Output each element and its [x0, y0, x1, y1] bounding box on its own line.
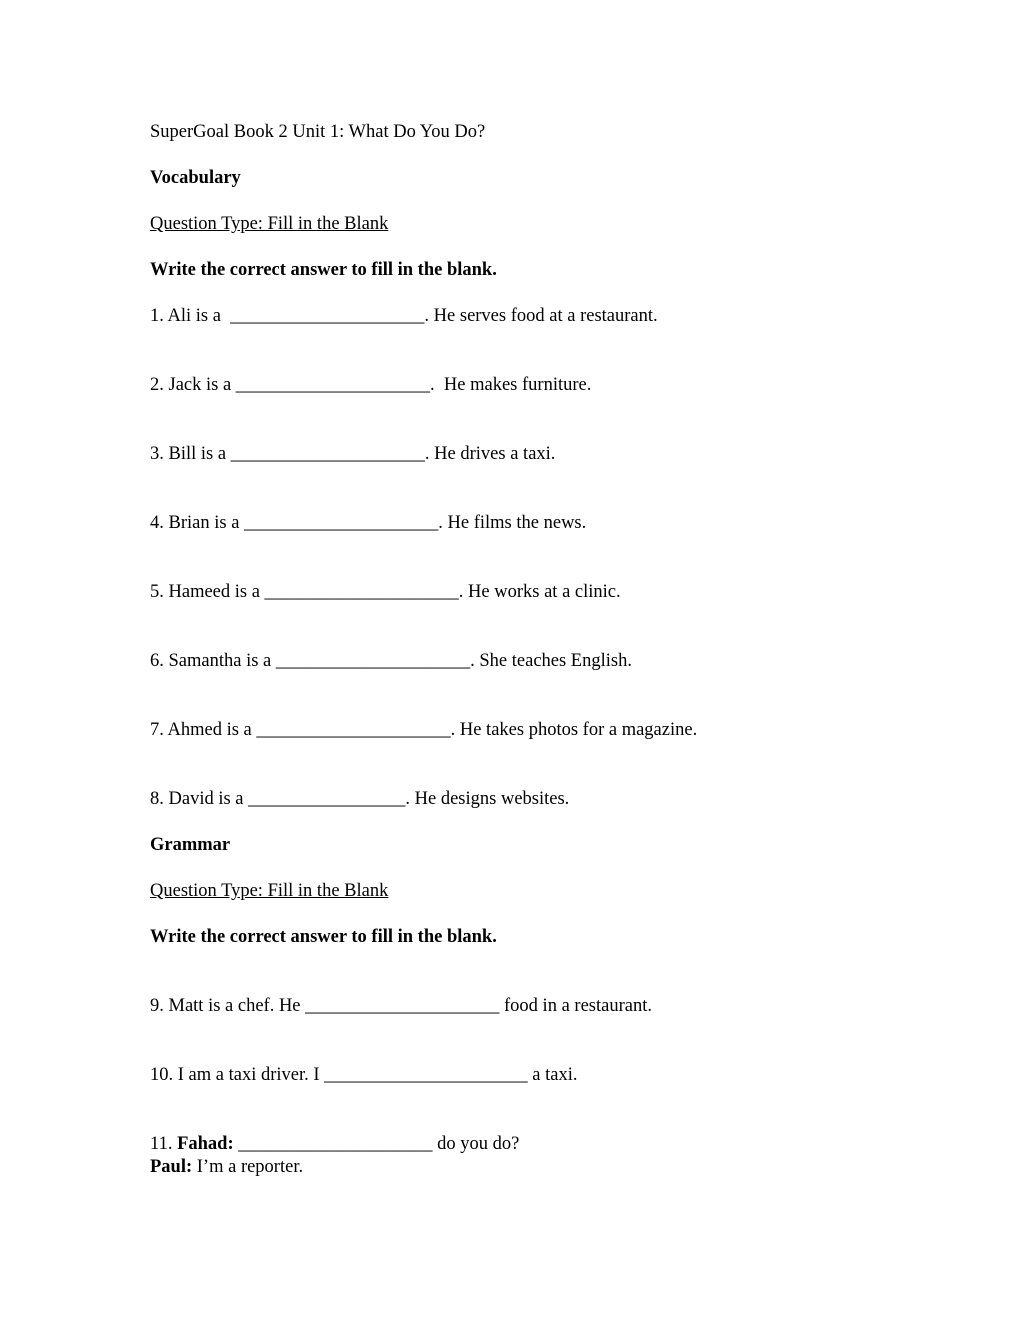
dialogue-line-1	[150, 1133, 519, 1155]
worksheet-title: SuperGoal Book 2 Unit 1: What Do You Do?	[150, 122, 486, 142]
question-item: 2. Jack is a _____________________. He makes furniture.	[150, 375, 592, 395]
dialogue-text: I’m a reporter.	[192, 1157, 304, 1177]
vocabulary-heading: Vocabulary	[150, 168, 241, 188]
vocabulary-instruction: Write the correct answer to fill in the blank.	[150, 260, 497, 280]
question-item: 7. Ahmed is a _____________________. He takes photos for a magazine.	[150, 720, 698, 740]
question-item: 6. Samantha is a _____________________. She teaches English.	[150, 651, 632, 671]
grammar-instruction: Write the correct answer to fill in the blank.	[150, 927, 497, 947]
question-number: 11.	[150, 1134, 173, 1154]
grammar-heading: Grammar	[150, 835, 231, 855]
dialogue-line-2	[150, 1156, 303, 1178]
grammar-question-type: Question Type: Fill in the Blank	[150, 881, 389, 901]
question-item: 4. Brian is a _____________________. He films the news.	[150, 513, 587, 533]
question-item: 5. Hameed is a _____________________. He works at a clinic.	[150, 582, 621, 602]
question-item: 3. Bill is a _____________________. He drives a taxi.	[150, 444, 556, 464]
speaker-name: Paul:	[150, 1157, 193, 1177]
dialogue-text: _____________________ do you do?	[233, 1134, 520, 1154]
question-item: 10. I am a taxi driver. I ______________________ a taxi.	[150, 1065, 578, 1085]
speaker-name: Fahad:	[177, 1134, 234, 1154]
vocabulary-question-type: Question Type: Fill in the Blank	[150, 214, 389, 234]
question-item: 1. Ali is a _____________________. He serves food at a restaurant.	[150, 306, 658, 326]
question-item: 9. Matt is a chef. He _____________________ food in a restaurant.	[150, 996, 652, 1016]
question-item: 8. David is a _________________. He designs websites.	[150, 789, 570, 809]
